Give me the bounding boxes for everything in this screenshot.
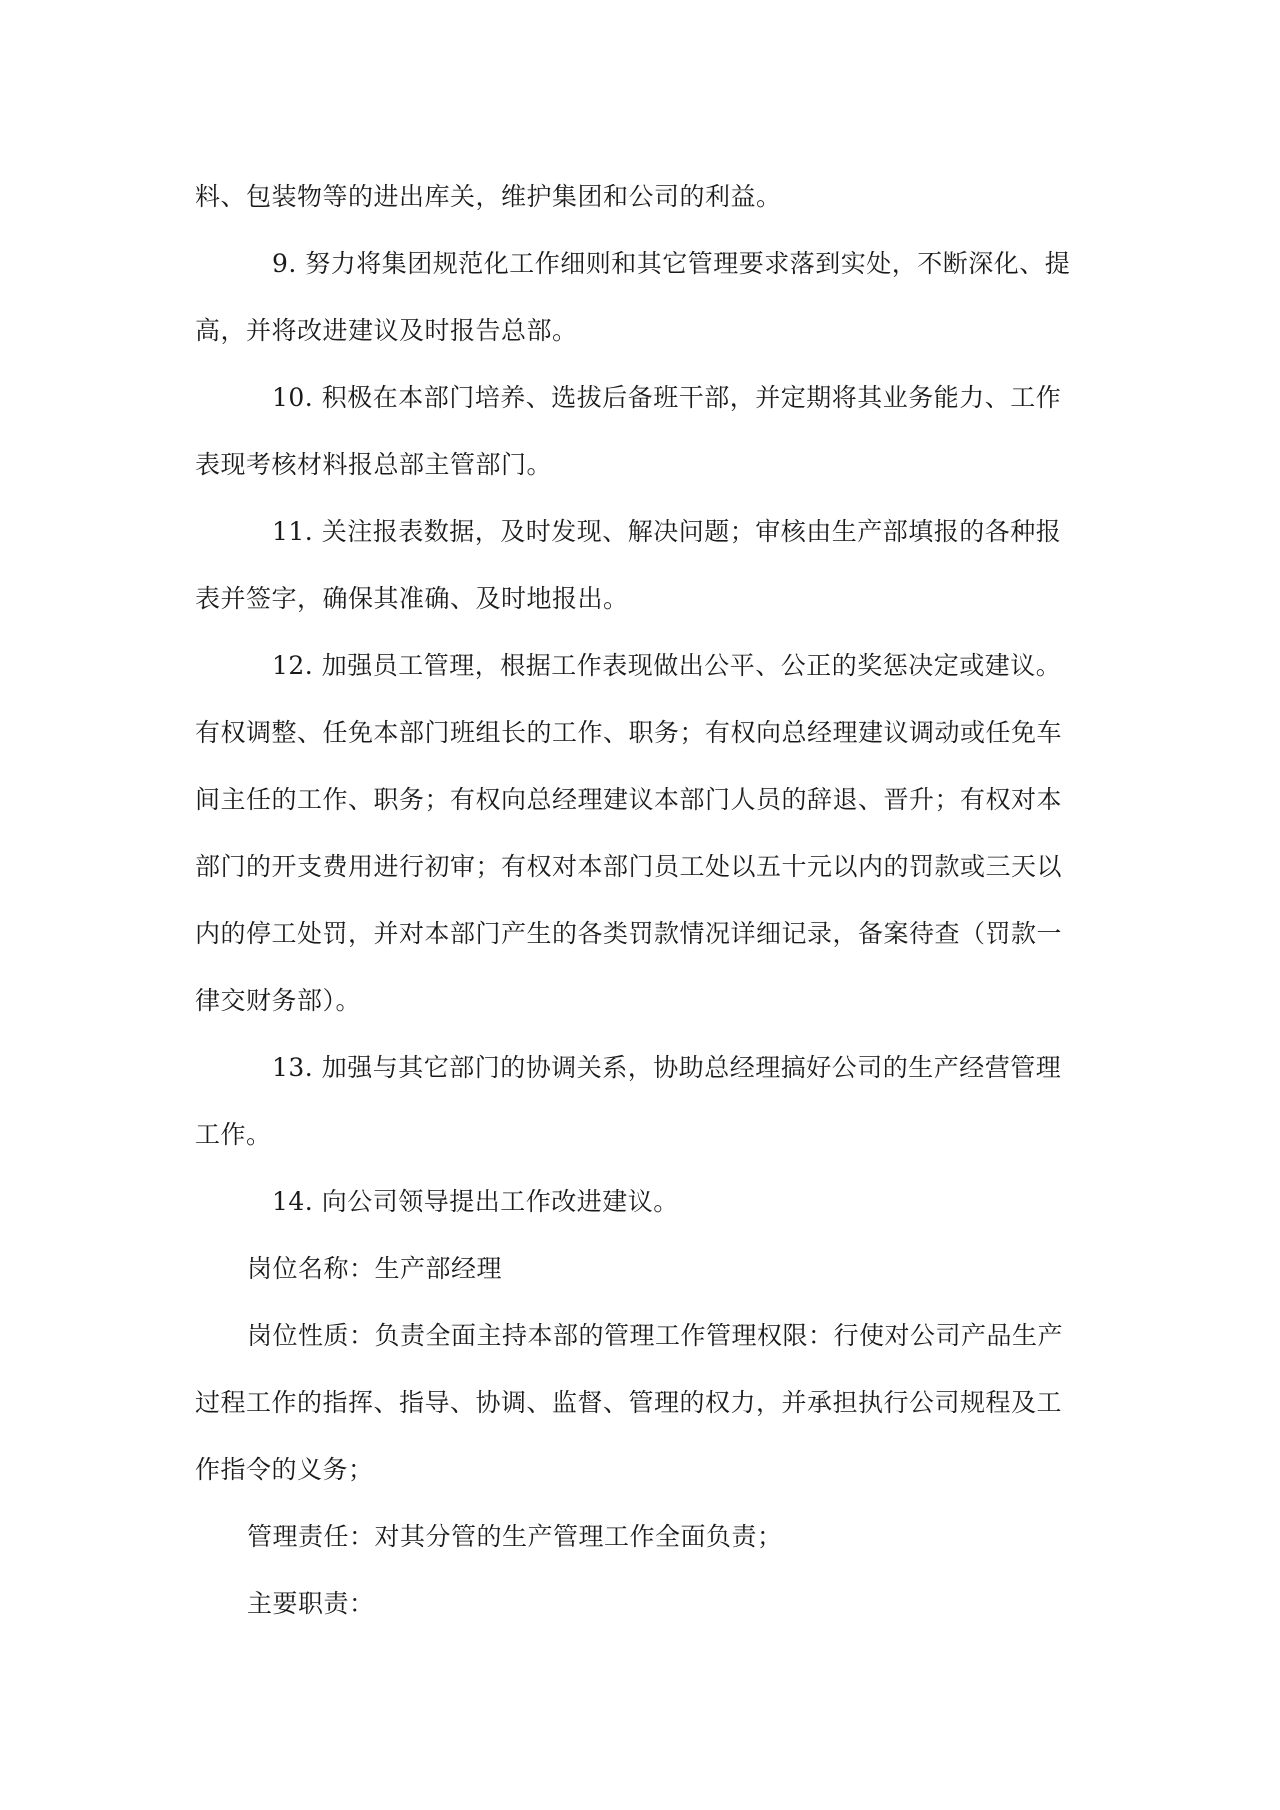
text-line: 过程工作的指挥、指导、协调、监督、管理的权力，并承担执行公司规程及工	[195, 1388, 1063, 1417]
position-nature: 岗位性质：负责全面主持本部的管理工作管理权限：行使对公司产品生产	[247, 1321, 1064, 1350]
document-page	[195, 163, 1095, 1637]
list-item-11: 11. 关注报表数据，及时发现、解决问题；审核由生产部填报的各种报	[272, 517, 1062, 546]
text-line: 内的停工处罚，并对本部门产生的各类罚款情况详细记录，备案待查（罚款一	[195, 919, 1063, 948]
text-line: 律交财务部）。	[195, 986, 362, 1015]
text-line: 高，并将改进建议及时报告总部。	[195, 316, 578, 345]
list-item-10: 10. 积极在本部门培养、选拔后备班干部，并定期将其业务能力、工作	[272, 383, 1062, 412]
text-line: 料、包装物等的进出库关，维护集团和公司的利益。	[195, 182, 782, 211]
text-line: 有权调整、任免本部门班组长的工作、职务；有权向总经理建议调动或任免车	[195, 718, 1063, 747]
list-item-14: 14. 向公司领导提出工作改进建议。	[272, 1187, 679, 1216]
text-line: 表并签字，确保其准确、及时地报出。	[195, 584, 629, 613]
text-line: 作指令的义务；	[195, 1455, 374, 1484]
position-name: 岗位名称：生产部经理	[247, 1254, 503, 1283]
text-line: 表现考核材料报总部主管部门。	[195, 450, 553, 479]
text-line: 间主任的工作、职务；有权向总经理建议本部门人员的辞退、晋升；有权对本	[195, 785, 1063, 814]
text-line: 工作。	[195, 1120, 272, 1149]
list-item-9: 9. 努力将集团规范化工作细则和其它管理要求落到实处，不断深化、提	[272, 249, 1071, 278]
text-line: 部门的开支费用进行初审；有权对本部门员工处以五十元以内的罚款或三天以	[195, 852, 1063, 881]
list-item-12: 12. 加强员工管理，根据工作表现做出公平、公正的奖惩决定或建议。	[272, 651, 1062, 680]
list-item-13: 13. 加强与其它部门的协调关系，协助总经理搞好公司的生产经营管理	[272, 1053, 1062, 1082]
main-duties-heading: 主要职责：	[247, 1589, 375, 1618]
management-responsibility: 管理责任：对其分管的生产管理工作全面负责；	[247, 1522, 783, 1551]
